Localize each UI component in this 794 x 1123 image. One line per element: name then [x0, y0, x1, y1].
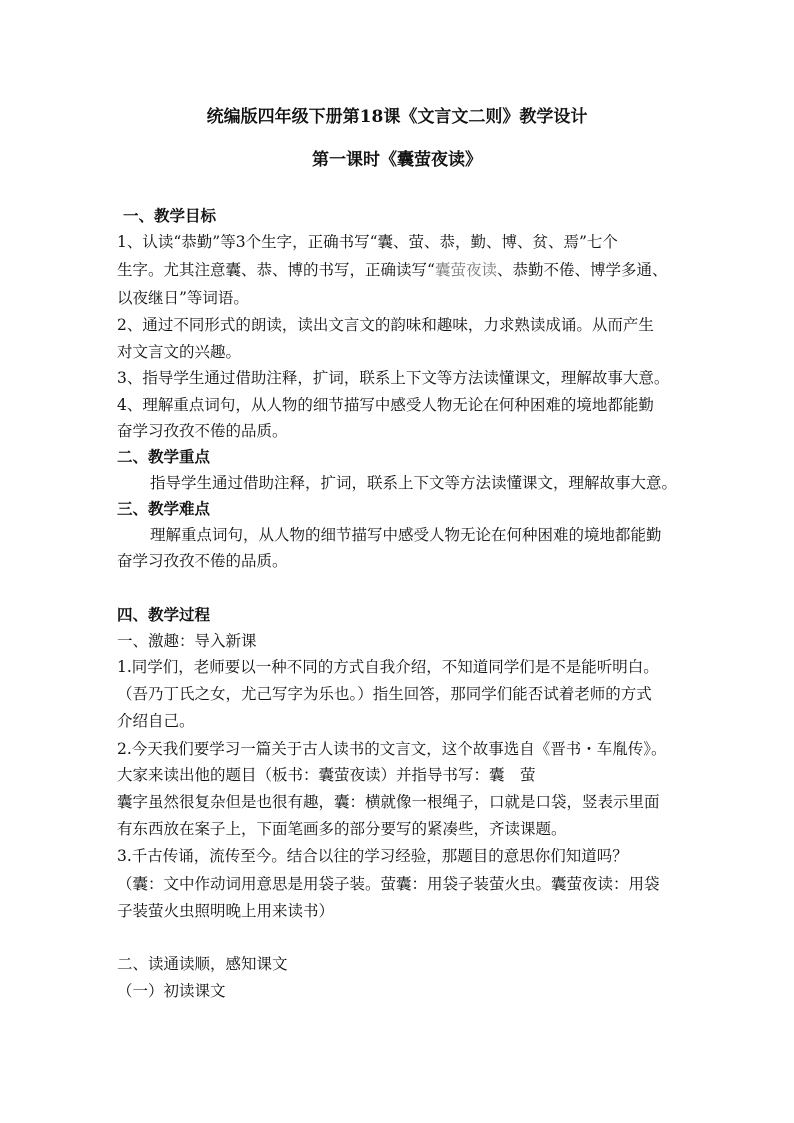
paragraph-line: 子装萤火虫照明晚上用来读书） [117, 902, 335, 920]
paragraph-line: 有东西放在案子上，下面笔画多的部分要写的紧凑些，齐读课题。 [117, 820, 567, 838]
heading-difficulties: 三、教学难点 [117, 499, 211, 518]
paragraph-line: 理解重点词句，从人物的细节描写中感受人物无论在何种困难的境地都能勤 [150, 526, 662, 544]
paragraph-line: 对文言文的兴趣。 [117, 343, 242, 361]
document-title: 统编版四年级下册第18课《文言文二则》教学设计 [206, 107, 588, 127]
paragraph-line: 3、指导学生通过借助注释，扩词，联系上下文等方法读懂课文，理解故事大意。 [117, 369, 670, 387]
paragraph-line: 2.今天我们要学习一篇关于古人读书的文言文，这个故事选自《晋书・车胤传》。 [117, 740, 667, 758]
gray-highlight-text: 囊萤夜读 [434, 261, 497, 279]
paragraph-line: 指导学生通过借助注释，扩词，联系上下文等方法读懂课文，理解故事大意。 [150, 474, 678, 492]
section-heading: 二、读通读顺，感知课文 [117, 955, 288, 973]
paragraph-line: 4、理解重点词句，从人物的细节描写中感受人物无论在何种困难的境地都能勤 [117, 396, 654, 414]
paragraph-line: 生字。尤其注意囊、恭、博的书写，正确读写“囊萤夜读、恭勤不倦、博学多通、 [117, 261, 668, 279]
paragraph-line: 奋学习孜孜不倦的品质。 [117, 422, 288, 440]
heading-objectives: 一、教学目标 [123, 206, 217, 225]
document-subtitle: 第一课时《囊萤夜读》 [312, 150, 482, 170]
paragraph-line: （囊：文中作动词用意思是用袋子装。萤囊：用袋子装萤火虫。囊萤夜读：用袋 [117, 875, 660, 893]
paragraph-line: 囊字虽然很复杂但是也很有趣，囊：横就像一根绳子，口就是口袋，竖表示里面 [117, 793, 660, 811]
paragraph-line: 1、认读“恭勤”等3个生字，正确书写“囊、萤、恭，勤、博、贫、焉”七个 [117, 233, 618, 251]
subsection-heading: （一）初读课文 [117, 982, 226, 1000]
heading-key-points: 二、教学重点 [117, 447, 211, 466]
section-heading: 一、激趣：导入新课 [117, 632, 257, 650]
paragraph-line: 介绍自己。 [117, 712, 195, 730]
paragraph-line: 奋学习孜孜不倦的品质。 [117, 552, 288, 570]
paragraph-line: （吾乃丁氏之女，尤己写字为乐也。）指生回答，那同学们能否试着老师的方式 [117, 685, 652, 703]
paragraph-line: 2、通过不同形式的朗读，读出文言文的韵味和趣味，力求熟读成诵。从而产生 [117, 316, 654, 334]
paragraph-line: 以夜继日”等词语。 [117, 289, 249, 307]
heading-process: 四、教学过程 [117, 605, 211, 624]
paragraph-line: 3.千古传诵，流传至今。结合以往的学习经验，那题目的意思你们知道吗？ [117, 847, 628, 865]
paragraph-line: 1.同学们，老师要以一种不同的方式自我介绍，不知道同学们是不是能听明白。 [117, 658, 659, 676]
paragraph-line: 大家来读出他的题目（板书：囊萤夜读）并指导书写：囊 萤 [117, 766, 536, 784]
